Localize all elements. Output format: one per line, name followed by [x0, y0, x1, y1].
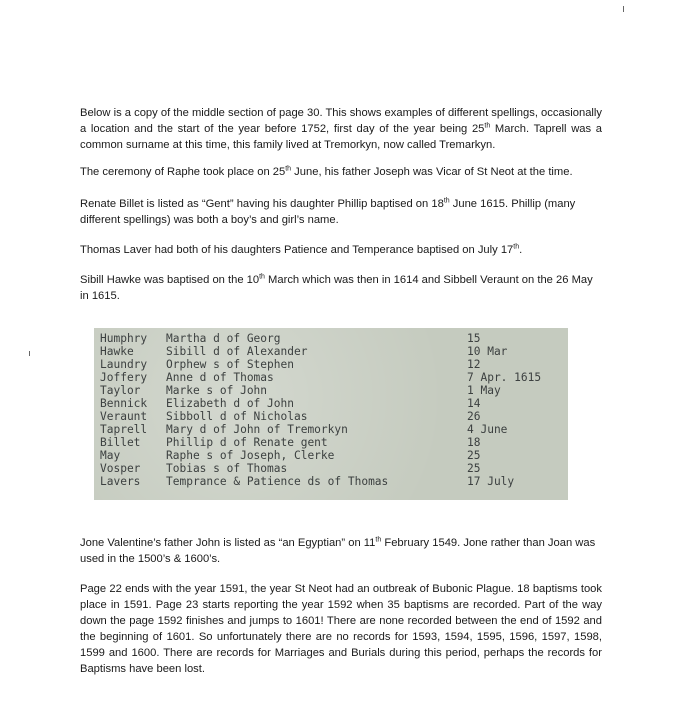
register-row: [94, 423, 568, 436]
scan-speck: [29, 351, 30, 356]
register-surname: Vosper: [100, 462, 141, 475]
register-row: [94, 397, 568, 410]
register-row: [94, 332, 568, 345]
register-row: [94, 436, 568, 449]
ordinal-suffix: th: [285, 165, 292, 173]
sibill-text-part-1: Sibill Hawke was baptised on the 10: [80, 274, 260, 286]
register-date: 15: [467, 332, 481, 345]
register-scan-image: [94, 328, 568, 500]
register-date: 10 Mar: [467, 345, 508, 358]
register-row: [94, 449, 568, 462]
register-date: 17 July: [467, 475, 515, 488]
register-surname: Humphry: [100, 332, 148, 345]
register-row: [94, 410, 568, 423]
register-surname: Taylor: [100, 384, 141, 397]
register-entry: Anne d of Thomas: [166, 371, 274, 384]
register-date: 14: [467, 397, 481, 410]
register-surname: Hawke: [100, 345, 134, 358]
register-surname: Billet: [100, 436, 141, 449]
register-surname: May: [100, 449, 121, 462]
raphe-paragraph: [80, 164, 602, 180]
register-surname: Lavers: [100, 475, 141, 488]
register-surname: Joffery: [100, 371, 148, 384]
register-surname: Taprell: [100, 423, 148, 436]
register-date: 7 Apr. 1615: [467, 371, 542, 384]
register-entry: Martha d of Georg: [166, 332, 281, 345]
ordinal-suffix: th: [375, 536, 382, 544]
jone-text-part-1: Jone Valentine’s father John is listed as “an Egyptian” on 11: [80, 537, 376, 549]
register-row: [94, 345, 568, 358]
scan-speck: [623, 6, 624, 12]
register-entry: Orphew s of Stephen: [166, 358, 294, 371]
plague-text: Page 22 ends with the year 1591, the year St Neot had an outbreak of Bubonic Plague. 18 baptisms took place in 1591. Page 23 starts reporting the year 1592 when 35 baptisms are recorded. Part of the way down the page 1592 finishes and jumps to 1601! There are none recorded between the end of 1592 and the beginning of 1601. So unfortunately there are no records for 1593, 1594, 1595, 1596, 1597, 1598, 1599 and 1600. There are records for Marriages and Burials during this period, perhaps the records for Baptisms have been lost.: [80, 583, 602, 675]
register-date: 26: [467, 410, 481, 423]
register-row: [94, 475, 568, 488]
thomas-text-part-1: Thomas Laver had both of his daughters Patience and Temperance baptised on July 17: [80, 244, 514, 256]
register-date: 1 May: [467, 384, 501, 397]
register-row: [94, 371, 568, 384]
register-surname: Laundry: [100, 358, 148, 371]
register-entry: Sibill d of Alexander: [166, 345, 308, 358]
ordinal-suffix: th: [259, 273, 265, 281]
jone-text-part-2: February 1549. Jone rather than Joan was used in the 1500’s & 1600’s.: [80, 537, 596, 565]
ordinal-suffix: th: [513, 243, 520, 251]
ordinal-suffix: th: [443, 197, 450, 205]
register-date: 25: [467, 462, 481, 475]
intro-text-part-1: Below is a copy of the middle section of page 30. This shows examples of different spellings, occasionally a location and the start of the year before 1752, first day of the year being 25: [80, 107, 602, 135]
register-entry: Temprance & Patience ds of Thomas: [166, 475, 389, 488]
renate-paragraph: [80, 196, 602, 228]
sibill-paragraph: [80, 272, 602, 304]
raphe-text-part-2: June, his father Joseph was Vicar of St Neot at the time.: [291, 166, 573, 178]
register-entry: Raphe s of Joseph, Clerke: [166, 449, 335, 462]
register-date: 12: [467, 358, 481, 371]
plague-paragraph: [80, 581, 602, 677]
register-entry: Elizabeth d of John: [166, 397, 294, 410]
renate-text-part-2: June 1615. Phillip (many different spellings) was both a boy’s and girl’s name.: [80, 198, 576, 226]
jone-paragraph: [80, 535, 602, 567]
register-entry: Mary d of John of Tremorkyn: [166, 423, 348, 436]
intro-text-part-2: March. Taprell was a common surname at this time, this family lived at Tremorkyn, now called Tremarkyn.: [80, 123, 602, 151]
register-date: 18: [467, 436, 481, 449]
thomas-laver-paragraph: [80, 242, 602, 258]
register-surname: Bennick: [100, 397, 148, 410]
intro-paragraph: [80, 105, 602, 153]
register-date: 25: [467, 449, 481, 462]
ordinal-suffix: th: [484, 122, 491, 130]
register-entry: Marke s of John: [166, 384, 268, 397]
sibill-text-part-2: March which was then in 1614 and Sibbell Veraunt on the 26 May in 1615.: [80, 274, 593, 302]
register-entry: Sibboll d of Nicholas: [166, 410, 308, 423]
register-row: [94, 358, 568, 371]
register-entry: Phillip d of Renate gent: [166, 436, 328, 449]
raphe-text-part-1: The ceremony of Raphe took place on 25: [80, 166, 286, 178]
register-row: [94, 384, 568, 397]
thomas-text-part-2: .: [519, 244, 523, 256]
register-entry: Tobias s of Thomas: [166, 462, 288, 475]
renate-text-part-1: Renate Billet is listed as “Gent” having his daughter Phillip baptised on 18: [80, 198, 444, 210]
register-surname: Veraunt: [100, 410, 148, 423]
register-row: [94, 462, 568, 475]
register-date: 4 June: [467, 423, 508, 436]
